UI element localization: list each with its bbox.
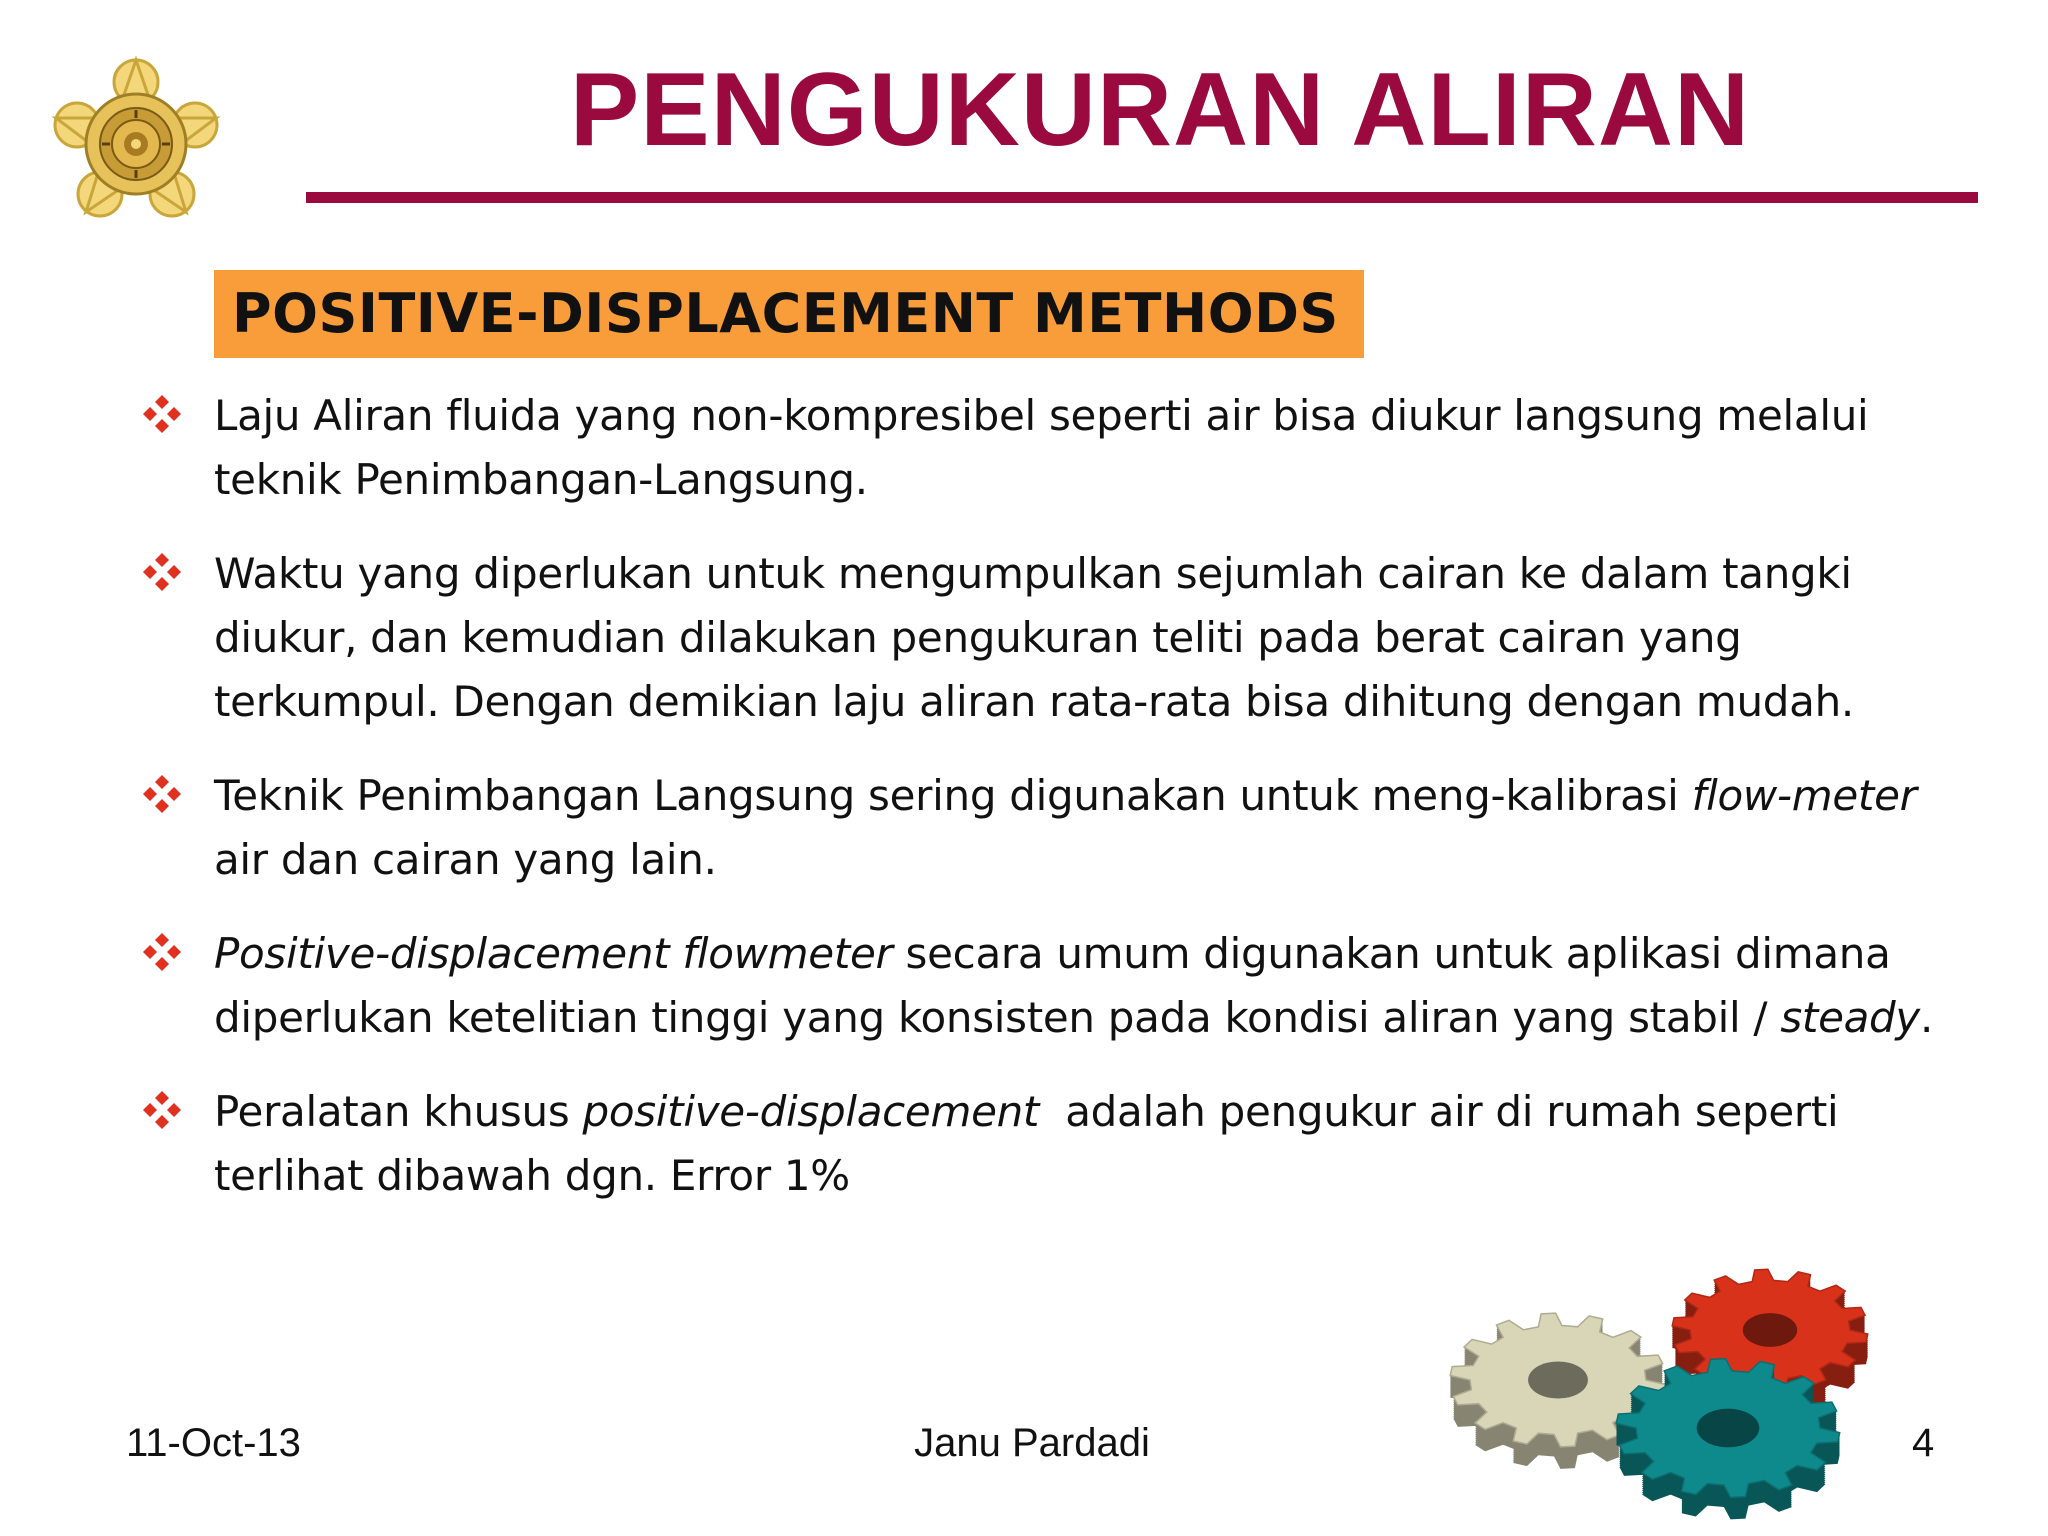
section-label: POSITIVE-DISPLACEMENT METHODS [232,282,1339,345]
bullet-text-italic: flow-meter [1691,771,1917,820]
bullet-text [214,384,1938,512]
diamond-bullet-icon [142,1090,182,1130]
footer-date: 11-Oct-13 [126,1421,301,1465]
university-seal-icon [36,56,236,228]
diamond-bullet-icon [142,932,182,972]
bullet-item [138,542,1938,734]
bullet-item [138,764,1938,892]
diamond-bullet-icon [142,394,182,434]
gears-icon [1440,1260,1900,1536]
bullet-text-italic: steady [1780,993,1920,1042]
bullet-text [214,542,1938,734]
bullet-item [138,384,1938,512]
bullet-text-span: Peralatan khusus [214,1087,583,1136]
bullet-text-italic: Positive-displacement flowmeter [214,929,893,978]
bullet-item [138,1080,1938,1208]
title-divider [306,192,1978,203]
diamond-bullet-icon [142,774,182,814]
bullet-list [138,384,1938,1238]
slide-title: PENGUKURAN ALIRAN [569,52,1751,168]
bullet-text-span: adalah pengukur air di rumah seperti terlihat dibawah dgn. Error 1% [214,1087,1852,1200]
page-number: 4 [1912,1421,1935,1465]
bullet-item [138,922,1938,1050]
bullet-text-span: Waktu yang diperlukan untuk mengumpulkan sejumlah cairan ke dalam tangki diukur, dan kemudian dilakukan pengukuran teliti pada berat cairan yang terkumpul. Dengan demikian laju aliran rata-rata bisa dihitung dengan mudah. [214,549,1865,726]
bullet-text-span: . [1919,993,1934,1042]
bullet-text-span: air dan cairan yang lain. [214,771,1930,884]
bullet-text [214,922,1938,1050]
bullet-text-italic: positive-displacement [582,1087,1040,1136]
diamond-bullet-icon [142,552,182,592]
bullet-text [214,1080,1938,1208]
bullet-text [214,764,1938,892]
bullet-text-span: secara umum digunakan untuk aplikasi dimana diperlukan ketelitian tinggi yang konsisten pada kondisi aliran yang stabil / [214,929,1904,1042]
bullet-text-span: Laju Aliran fluida yang non-kompresibel seperti air bisa diukur langsung melalui teknik Penimbangan-Langsung. [214,391,1882,504]
footer-author: Janu Pardadi [914,1421,1150,1465]
bullet-text-span: Teknik Penimbangan Langsung sering digunakan untuk meng-kalibrasi [214,771,1692,820]
